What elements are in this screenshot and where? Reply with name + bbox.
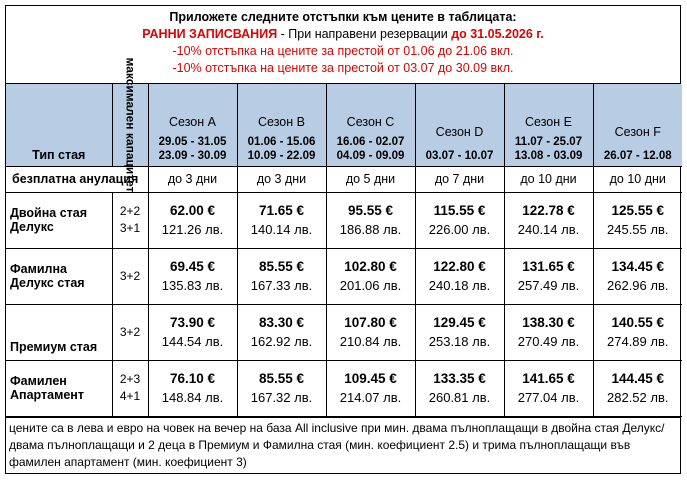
season-name: Сезон D [435, 124, 484, 139]
season-dates: 26.07 - 12.08 [603, 149, 672, 162]
price-cell: 73.90 € 144.54 лв. [148, 304, 237, 360]
price-cell: 144.45 € 282.52 лв. [593, 360, 682, 416]
room-name: Премиум стая [6, 304, 112, 360]
price-cell: 109.45 € 214.07 лв. [326, 360, 415, 416]
season-dates: 03.07 - 10.07 [425, 149, 494, 162]
season-dates: 16.06 - 02.07 04.09 - 09.09 [336, 135, 405, 162]
early-booking-label: РАННИ ЗАПИСВАНИЯ [142, 27, 278, 41]
season-b-header [237, 84, 326, 166]
price-cell: 115.55 € 226.00 лв. [415, 192, 504, 248]
season-a-header [148, 84, 237, 166]
room-name: Двойна стая Делукс [6, 192, 112, 248]
season-name: Сезон E [525, 114, 572, 129]
price-cell: 107.80 € 210.84 лв. [326, 304, 415, 360]
price-cell: 95.55 € 186.88 лв. [326, 192, 415, 248]
discount-line-2: -10% отстъпка на цените за престой от 03.07 до 30.09 вкл. [172, 61, 514, 75]
price-cell: 71.65 € 140.14 лв. [237, 192, 326, 248]
discount-line-1: -10% отстъпка на цените за престой от 01.06 до 21.06 вкл. [172, 44, 514, 58]
season-c-header [326, 84, 415, 166]
capacity-header [112, 57, 148, 193]
price-cell: 138.30 € 270.49 лв. [504, 304, 593, 360]
room-capacity: 2+2 3+1 [112, 192, 148, 248]
price-cell: 102.80 € 201.06 лв. [326, 248, 415, 304]
price-cell: 122.80 € 240.18 лв. [415, 248, 504, 304]
capacity-header-text: максимален капацитет [123, 57, 138, 193]
price-cell: 140.55 € 274.89 лв. [593, 304, 682, 360]
room-name: Фамилна Делукс стая [6, 248, 112, 304]
season-dates: 11.07 - 25.07 13.08 - 03.09 [514, 135, 583, 162]
cancellation-value: до 3 дни [237, 166, 326, 192]
room-capacity: 2+3 4+1 [112, 360, 148, 416]
cancellation-value: до 3 дни [148, 166, 237, 192]
season-name: Сезон B [258, 114, 305, 129]
cancellation-value: до 10 дни [593, 166, 682, 192]
price-cell: 122.78 € 240.14 лв. [504, 192, 593, 248]
price-sheet [5, 5, 681, 474]
price-cell: 134.45 € 262.96 лв. [593, 248, 682, 304]
room-name: Фамилен Апартамент [6, 360, 112, 416]
price-cell: 76.10 € 148.84 лв. [148, 360, 237, 416]
season-name: Сезон C [346, 114, 395, 129]
cancellation-value: до 10 дни [504, 166, 593, 192]
cancellation-value: до 7 дни [415, 166, 504, 192]
room-row-family-apartment [6, 360, 682, 416]
season-d-header [415, 84, 504, 166]
season-name: Сезон F [614, 124, 661, 139]
cancellation-label: безплатна анулация [6, 166, 148, 192]
season-dates: 01.06 - 15.06 10.09 - 22.09 [247, 135, 316, 162]
price-cell: 141.65 € 277.04 лв. [504, 360, 593, 416]
room-capacity: 3+2 [112, 304, 148, 360]
early-booking-deadline: до 31.05.2026 г. [451, 27, 544, 41]
price-cell: 85.55 € 167.32 лв. [237, 360, 326, 416]
header-row [6, 84, 682, 166]
cancellation-row [6, 166, 682, 192]
season-name: Сезон A [169, 114, 216, 129]
price-cell: 85.55 € 167.33 лв. [237, 248, 326, 304]
price-cell: 133.35 € 260.81 лв. [415, 360, 504, 416]
price-cell: 62.00 € 121.26 лв. [148, 192, 237, 248]
room-row-premium [6, 304, 682, 360]
room-capacity: 3+2 [112, 248, 148, 304]
footer-note: цените са в лева и евро на човек на вечер на база All inclusive при мин. двама пълноплащащи в двойна стая Делукс/ двама пълноплащащи и 2 деца в Премиум и Фамилна стая (мин. коефициент 2.5) и трима пълноплащащи във фамилен апартамент (мин. коефициент 3) [6, 417, 680, 473]
season-f-header [593, 84, 682, 166]
price-cell: 83.30 € 162.92 лв. [237, 304, 326, 360]
price-cell: 69.45 € 135.83 лв. [148, 248, 237, 304]
early-booking-text: - При направени резервации [277, 27, 452, 41]
notice-title: Приложете следните отстъпки към цените в таблицата: [169, 10, 517, 24]
discount-notice [6, 6, 680, 84]
cancellation-value: до 5 дни [326, 166, 415, 192]
room-type-header: Тип стая [6, 84, 112, 166]
price-cell: 131.65 € 257.49 лв. [504, 248, 593, 304]
price-cell: 125.55 € 245.55 лв. [593, 192, 682, 248]
room-row-family-deluxe [6, 248, 682, 304]
price-cell: 129.45 € 253.18 лв. [415, 304, 504, 360]
room-row-double-deluxe [6, 192, 682, 248]
early-booking-line [6, 26, 680, 43]
season-e-header [504, 84, 593, 166]
season-dates: 29.05 - 31.05 23.09 - 30.09 [158, 135, 227, 162]
